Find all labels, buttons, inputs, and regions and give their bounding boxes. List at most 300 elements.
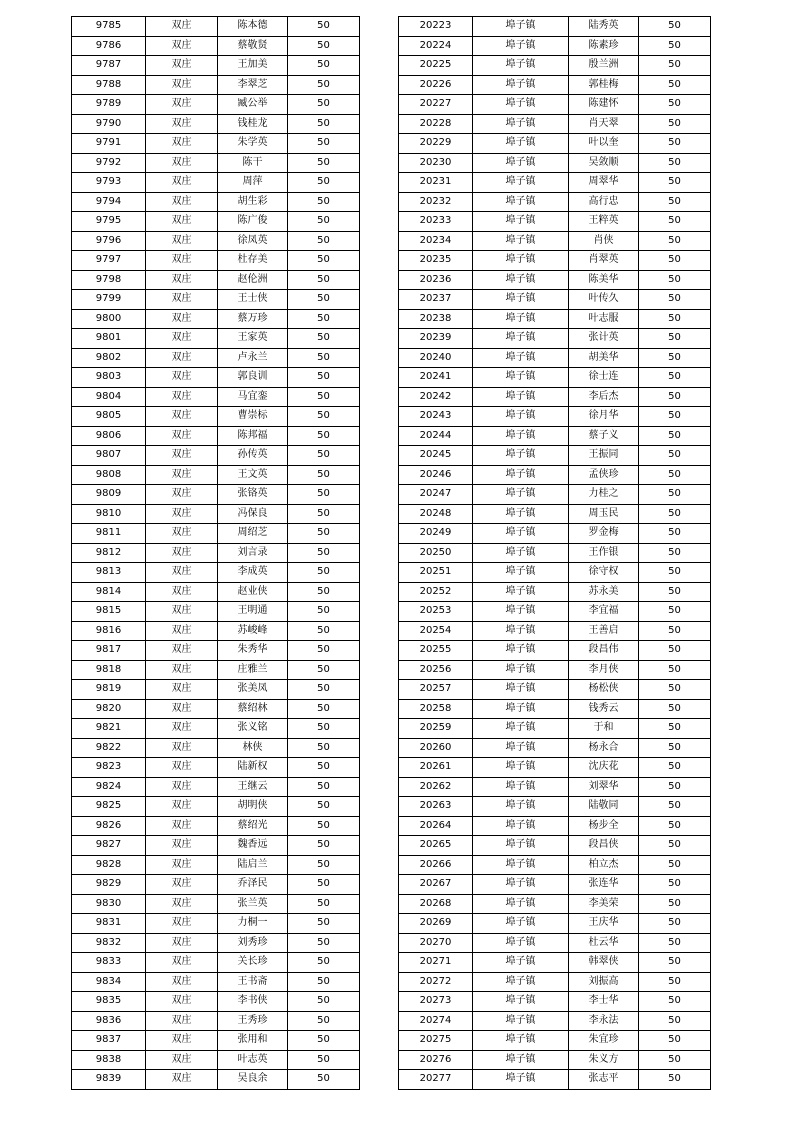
name-cell: 叶志英 — [218, 1050, 288, 1070]
record-id-cell: 9833 — [72, 953, 146, 973]
amount-cell: 50 — [288, 1070, 360, 1090]
name-cell: 朱义方 — [569, 1050, 639, 1070]
name-cell: 肖侠 — [569, 231, 639, 251]
name-cell: 李美荣 — [569, 894, 639, 914]
town-cell: 双庄 — [146, 17, 218, 37]
table-row — [72, 192, 360, 212]
record-id-cell: 9787 — [72, 56, 146, 76]
table-row — [399, 329, 711, 349]
table-row — [72, 680, 360, 700]
name-cell: 陈干 — [218, 153, 288, 173]
record-id-cell: 20260 — [399, 738, 473, 758]
town-cell: 埠子镇 — [473, 387, 569, 407]
amount-cell: 50 — [639, 894, 711, 914]
town-cell: 埠子镇 — [473, 738, 569, 758]
table-row — [399, 56, 711, 76]
amount-cell: 50 — [288, 504, 360, 524]
amount-cell: 50 — [639, 485, 711, 505]
record-id-cell: 20229 — [399, 134, 473, 154]
name-cell: 力桂之 — [569, 485, 639, 505]
amount-cell: 50 — [639, 290, 711, 310]
table-row — [72, 992, 360, 1012]
table-row — [399, 758, 711, 778]
table-row — [399, 1050, 711, 1070]
amount-cell: 50 — [639, 914, 711, 934]
table-row — [399, 777, 711, 797]
table-row — [72, 875, 360, 895]
table-row — [399, 75, 711, 95]
name-cell: 杨永合 — [569, 738, 639, 758]
record-id-cell: 9807 — [72, 446, 146, 466]
town-cell: 埠子镇 — [473, 543, 569, 563]
name-cell: 王秀珍 — [218, 1011, 288, 1031]
table-row — [72, 543, 360, 563]
town-cell: 双庄 — [146, 992, 218, 1012]
town-cell: 埠子镇 — [473, 426, 569, 446]
name-cell: 张义铭 — [218, 719, 288, 739]
amount-cell: 50 — [639, 407, 711, 427]
name-cell: 张兰英 — [218, 894, 288, 914]
record-id-cell: 20259 — [399, 719, 473, 739]
record-id-cell: 20268 — [399, 894, 473, 914]
amount-cell: 50 — [639, 992, 711, 1012]
table-row — [72, 387, 360, 407]
town-cell: 双庄 — [146, 719, 218, 739]
name-cell: 段昌侠 — [569, 836, 639, 856]
name-cell: 王家英 — [218, 329, 288, 349]
amount-cell: 50 — [639, 134, 711, 154]
amount-cell: 50 — [288, 914, 360, 934]
table-row — [72, 972, 360, 992]
name-cell: 庄雅兰 — [218, 660, 288, 680]
town-cell: 埠子镇 — [473, 504, 569, 524]
table-row — [399, 251, 711, 271]
record-id-cell: 20227 — [399, 95, 473, 115]
amount-cell: 50 — [288, 134, 360, 154]
name-cell: 郭良训 — [218, 368, 288, 388]
record-id-cell: 20255 — [399, 641, 473, 661]
table-row — [72, 855, 360, 875]
town-cell: 埠子镇 — [473, 641, 569, 661]
name-cell: 蔡敬贤 — [218, 36, 288, 56]
table-row — [399, 231, 711, 251]
table-row — [72, 836, 360, 856]
town-cell: 埠子镇 — [473, 894, 569, 914]
record-id-cell: 9817 — [72, 641, 146, 661]
town-cell: 埠子镇 — [473, 660, 569, 680]
table-row — [399, 309, 711, 329]
town-cell: 埠子镇 — [473, 816, 569, 836]
town-cell: 埠子镇 — [473, 17, 569, 37]
table-row — [399, 894, 711, 914]
town-cell: 埠子镇 — [473, 368, 569, 388]
record-id-cell: 20239 — [399, 329, 473, 349]
town-cell: 埠子镇 — [473, 212, 569, 232]
record-id-cell: 9823 — [72, 758, 146, 778]
town-cell: 双庄 — [146, 95, 218, 115]
record-id-cell: 9808 — [72, 465, 146, 485]
name-cell: 高行忠 — [569, 192, 639, 212]
record-id-cell: 20263 — [399, 797, 473, 817]
record-id-cell: 9813 — [72, 563, 146, 583]
town-cell: 埠子镇 — [473, 914, 569, 934]
right-roster-table — [398, 16, 711, 1090]
amount-cell: 50 — [639, 446, 711, 466]
name-cell: 杨步全 — [569, 816, 639, 836]
town-cell: 双庄 — [146, 602, 218, 622]
table-row — [72, 894, 360, 914]
town-cell: 双庄 — [146, 173, 218, 193]
table-row — [72, 953, 360, 973]
left-roster-table — [71, 16, 360, 1090]
town-cell: 埠子镇 — [473, 114, 569, 134]
record-id-cell: 20234 — [399, 231, 473, 251]
amount-cell: 50 — [288, 777, 360, 797]
amount-cell: 50 — [288, 212, 360, 232]
table-row — [72, 251, 360, 271]
amount-cell: 50 — [288, 270, 360, 290]
town-cell: 双庄 — [146, 836, 218, 856]
name-cell: 张连华 — [569, 875, 639, 895]
record-id-cell: 9796 — [72, 231, 146, 251]
name-cell: 陈美华 — [569, 270, 639, 290]
record-id-cell: 9791 — [72, 134, 146, 154]
record-id-cell: 20266 — [399, 855, 473, 875]
record-id-cell: 20247 — [399, 485, 473, 505]
table-row — [399, 17, 711, 37]
amount-cell: 50 — [639, 270, 711, 290]
town-cell: 埠子镇 — [473, 1011, 569, 1031]
table-row — [399, 992, 711, 1012]
town-cell: 埠子镇 — [473, 36, 569, 56]
name-cell: 曹崇标 — [218, 407, 288, 427]
amount-cell: 50 — [639, 680, 711, 700]
name-cell: 陈建怀 — [569, 95, 639, 115]
table-row — [399, 933, 711, 953]
table-row — [399, 504, 711, 524]
town-cell: 双庄 — [146, 894, 218, 914]
amount-cell: 50 — [288, 602, 360, 622]
record-id-cell: 20258 — [399, 699, 473, 719]
table-row — [72, 602, 360, 622]
table-row — [399, 114, 711, 134]
amount-cell: 50 — [639, 368, 711, 388]
table-row — [399, 719, 711, 739]
table-row — [399, 953, 711, 973]
name-cell: 朱学英 — [218, 134, 288, 154]
record-id-cell: 20250 — [399, 543, 473, 563]
record-id-cell: 9799 — [72, 290, 146, 310]
table-row — [399, 270, 711, 290]
town-cell: 埠子镇 — [473, 309, 569, 329]
name-cell: 叶志服 — [569, 309, 639, 329]
table-row — [399, 387, 711, 407]
table-row — [72, 1031, 360, 1051]
town-cell: 双庄 — [146, 582, 218, 602]
table-row — [399, 446, 711, 466]
table-row — [72, 582, 360, 602]
table-row — [72, 504, 360, 524]
name-cell: 林侠 — [218, 738, 288, 758]
record-id-cell: 20233 — [399, 212, 473, 232]
table-row — [399, 134, 711, 154]
record-id-cell: 20231 — [399, 173, 473, 193]
amount-cell: 50 — [288, 17, 360, 37]
town-cell: 双庄 — [146, 563, 218, 583]
name-cell: 苏永美 — [569, 582, 639, 602]
amount-cell: 50 — [639, 36, 711, 56]
amount-cell: 50 — [288, 933, 360, 953]
record-id-cell: 20274 — [399, 1011, 473, 1031]
town-cell: 双庄 — [146, 816, 218, 836]
amount-cell: 50 — [288, 465, 360, 485]
table-row — [399, 1011, 711, 1031]
amount-cell: 50 — [288, 1011, 360, 1031]
amount-cell: 50 — [639, 426, 711, 446]
table-row — [399, 368, 711, 388]
town-cell: 双庄 — [146, 875, 218, 895]
amount-cell: 50 — [288, 543, 360, 563]
town-cell: 双庄 — [146, 680, 218, 700]
record-id-cell: 20251 — [399, 563, 473, 583]
amount-cell: 50 — [639, 348, 711, 368]
town-cell: 埠子镇 — [473, 95, 569, 115]
name-cell: 陆启兰 — [218, 855, 288, 875]
record-id-cell: 9838 — [72, 1050, 146, 1070]
name-cell: 陆敬同 — [569, 797, 639, 817]
record-id-cell: 9811 — [72, 524, 146, 544]
town-cell: 埠子镇 — [473, 75, 569, 95]
table-row — [72, 699, 360, 719]
amount-cell: 50 — [288, 36, 360, 56]
amount-cell: 50 — [288, 855, 360, 875]
amount-cell: 50 — [639, 387, 711, 407]
name-cell: 韩翠侠 — [569, 953, 639, 973]
name-cell: 杜存美 — [218, 251, 288, 271]
left-roster-body — [72, 17, 360, 1090]
amount-cell: 50 — [288, 153, 360, 173]
town-cell: 双庄 — [146, 446, 218, 466]
table-row — [72, 309, 360, 329]
amount-cell: 50 — [639, 524, 711, 544]
table-row — [72, 426, 360, 446]
town-cell: 埠子镇 — [473, 680, 569, 700]
record-id-cell: 9827 — [72, 836, 146, 856]
town-cell: 埠子镇 — [473, 777, 569, 797]
record-id-cell: 9824 — [72, 777, 146, 797]
name-cell: 吴敛顺 — [569, 153, 639, 173]
name-cell: 蔡绍林 — [218, 699, 288, 719]
record-id-cell: 20224 — [399, 36, 473, 56]
amount-cell: 50 — [639, 758, 711, 778]
table-row — [72, 407, 360, 427]
town-cell: 埠子镇 — [473, 699, 569, 719]
amount-cell: 50 — [288, 56, 360, 76]
name-cell: 李翠芝 — [218, 75, 288, 95]
town-cell: 双庄 — [146, 953, 218, 973]
amount-cell: 50 — [288, 387, 360, 407]
table-row — [72, 231, 360, 251]
table-row — [72, 212, 360, 232]
record-id-cell: 20230 — [399, 153, 473, 173]
table-row — [72, 348, 360, 368]
table-row — [72, 777, 360, 797]
record-id-cell: 20271 — [399, 953, 473, 973]
record-id-cell: 20236 — [399, 270, 473, 290]
town-cell: 双庄 — [146, 368, 218, 388]
name-cell: 叶传久 — [569, 290, 639, 310]
amount-cell: 50 — [288, 173, 360, 193]
name-cell: 段昌伟 — [569, 641, 639, 661]
table-row — [72, 816, 360, 836]
town-cell: 双庄 — [146, 192, 218, 212]
table-row — [399, 173, 711, 193]
name-cell: 力桐一 — [218, 914, 288, 934]
record-id-cell: 20241 — [399, 368, 473, 388]
record-id-cell: 20226 — [399, 75, 473, 95]
amount-cell: 50 — [639, 95, 711, 115]
name-cell: 陈素珍 — [569, 36, 639, 56]
record-id-cell: 20246 — [399, 465, 473, 485]
amount-cell: 50 — [639, 738, 711, 758]
table-row — [399, 641, 711, 661]
town-cell: 双庄 — [146, 914, 218, 934]
table-row — [399, 426, 711, 446]
name-cell: 周绍芝 — [218, 524, 288, 544]
name-cell: 冯保良 — [218, 504, 288, 524]
town-cell: 双庄 — [146, 524, 218, 544]
name-cell: 徐月华 — [569, 407, 639, 427]
record-id-cell: 20265 — [399, 836, 473, 856]
amount-cell: 50 — [639, 543, 711, 563]
name-cell: 李永法 — [569, 1011, 639, 1031]
table-row — [399, 192, 711, 212]
town-cell: 埠子镇 — [473, 153, 569, 173]
table-row — [72, 329, 360, 349]
table-row — [72, 17, 360, 37]
record-id-cell: 9795 — [72, 212, 146, 232]
name-cell: 钱秀云 — [569, 699, 639, 719]
town-cell: 埠子镇 — [473, 719, 569, 739]
table-row — [72, 446, 360, 466]
table-row — [72, 290, 360, 310]
amount-cell: 50 — [639, 621, 711, 641]
table-row — [72, 56, 360, 76]
amount-cell: 50 — [288, 309, 360, 329]
name-cell: 张美凤 — [218, 680, 288, 700]
town-cell: 双庄 — [146, 641, 218, 661]
right-roster-body — [399, 17, 711, 1090]
record-id-cell: 9803 — [72, 368, 146, 388]
town-cell: 埠子镇 — [473, 485, 569, 505]
amount-cell: 50 — [288, 75, 360, 95]
amount-cell: 50 — [288, 407, 360, 427]
town-cell: 埠子镇 — [473, 602, 569, 622]
town-cell: 双庄 — [146, 309, 218, 329]
record-id-cell: 9837 — [72, 1031, 146, 1051]
name-cell: 张志平 — [569, 1070, 639, 1090]
name-cell: 朱宜珍 — [569, 1031, 639, 1051]
town-cell: 双庄 — [146, 1031, 218, 1051]
record-id-cell: 9810 — [72, 504, 146, 524]
record-id-cell: 9818 — [72, 660, 146, 680]
town-cell: 双庄 — [146, 407, 218, 427]
name-cell: 徐士连 — [569, 368, 639, 388]
amount-cell: 50 — [639, 719, 711, 739]
town-cell: 双庄 — [146, 270, 218, 290]
name-cell: 吴良余 — [218, 1070, 288, 1090]
name-cell: 张计英 — [569, 329, 639, 349]
record-id-cell: 20242 — [399, 387, 473, 407]
name-cell: 赵伦洲 — [218, 270, 288, 290]
amount-cell: 50 — [639, 855, 711, 875]
amount-cell: 50 — [288, 446, 360, 466]
name-cell: 李后杰 — [569, 387, 639, 407]
town-cell: 双庄 — [146, 504, 218, 524]
town-cell: 埠子镇 — [473, 251, 569, 271]
record-id-cell: 20252 — [399, 582, 473, 602]
table-row — [399, 36, 711, 56]
record-id-cell: 20257 — [399, 680, 473, 700]
amount-cell: 50 — [639, 56, 711, 76]
town-cell: 埠子镇 — [473, 348, 569, 368]
town-cell: 双庄 — [146, 231, 218, 251]
amount-cell: 50 — [639, 582, 711, 602]
town-cell: 埠子镇 — [473, 953, 569, 973]
town-cell: 埠子镇 — [473, 231, 569, 251]
table-row — [399, 485, 711, 505]
table-row — [399, 738, 711, 758]
name-cell: 王作银 — [569, 543, 639, 563]
record-id-cell: 9798 — [72, 270, 146, 290]
name-cell: 李宜福 — [569, 602, 639, 622]
amount-cell: 50 — [288, 231, 360, 251]
table-row — [399, 563, 711, 583]
amount-cell: 50 — [288, 972, 360, 992]
record-id-cell: 20264 — [399, 816, 473, 836]
amount-cell: 50 — [288, 524, 360, 544]
name-cell: 王继云 — [218, 777, 288, 797]
table-row — [399, 621, 711, 641]
town-cell: 双庄 — [146, 212, 218, 232]
town-cell: 埠子镇 — [473, 446, 569, 466]
record-id-cell: 9822 — [72, 738, 146, 758]
record-id-cell: 20273 — [399, 992, 473, 1012]
name-cell: 李书侠 — [218, 992, 288, 1012]
amount-cell: 50 — [639, 504, 711, 524]
amount-cell: 50 — [639, 816, 711, 836]
record-id-cell: 20275 — [399, 1031, 473, 1051]
record-id-cell: 9805 — [72, 407, 146, 427]
town-cell: 埠子镇 — [473, 1031, 569, 1051]
record-id-cell: 9815 — [72, 602, 146, 622]
record-id-cell: 20244 — [399, 426, 473, 446]
record-id-cell: 20235 — [399, 251, 473, 271]
name-cell: 刘翠华 — [569, 777, 639, 797]
town-cell: 双庄 — [146, 797, 218, 817]
record-id-cell: 20237 — [399, 290, 473, 310]
name-cell: 周翠华 — [569, 173, 639, 193]
amount-cell: 50 — [288, 563, 360, 583]
table-row — [399, 153, 711, 173]
name-cell: 钱桂龙 — [218, 114, 288, 134]
town-cell: 埠子镇 — [473, 797, 569, 817]
amount-cell: 50 — [288, 348, 360, 368]
amount-cell: 50 — [288, 95, 360, 115]
record-id-cell: 9828 — [72, 855, 146, 875]
table-row — [399, 524, 711, 544]
record-id-cell: 20248 — [399, 504, 473, 524]
